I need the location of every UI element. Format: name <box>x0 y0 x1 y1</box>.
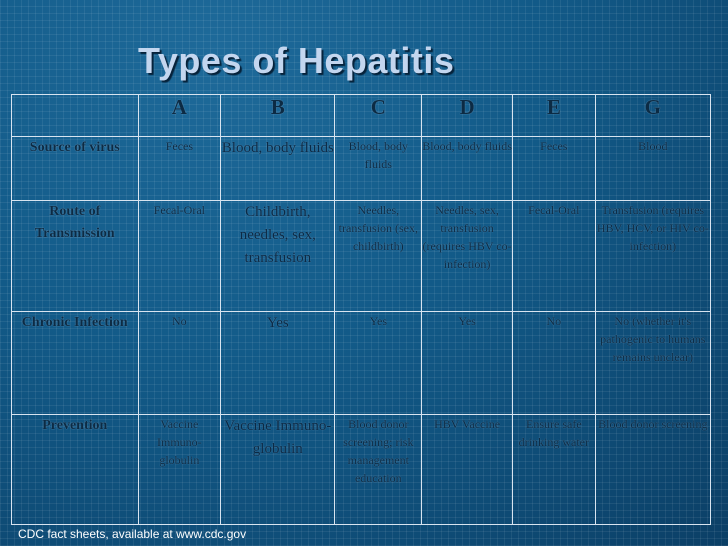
cell-route-g: Transfusion (requires HBV, HCV, or HIV co-infection) <box>595 201 710 312</box>
cell-prevention-b: Vaccine Immuno-globulin <box>221 415 335 525</box>
column-header-a: A <box>138 95 221 137</box>
column-header-e: E <box>513 95 596 137</box>
cell-route-a: Fecal-Oral <box>138 201 221 312</box>
source-footnote: CDC fact sheets, available at www.cdc.gov <box>18 527 247 541</box>
header-row <box>12 95 711 137</box>
row-label-chronic-infection: Chronic Infection <box>12 312 139 415</box>
cell-route-e: Fecal-Oral <box>513 201 596 312</box>
page-title: Types of Hepatitis <box>138 40 455 81</box>
cell-chronic-g: No (whether it's pathogenic to humans remains unclear) <box>595 312 710 415</box>
cell-source-g: Blood <box>595 137 710 201</box>
table-row-source-of-virus <box>12 137 711 201</box>
row-label-route-of-transmission: Route of Transmission <box>12 201 139 312</box>
cell-prevention-c: Blood donor screening; risk management education <box>335 415 422 525</box>
cell-chronic-b: Yes <box>221 312 335 415</box>
cell-route-b: Childbirth, needles, sex, transfusion <box>221 201 335 312</box>
cell-chronic-a: No <box>138 312 221 415</box>
cell-prevention-g: Blood donor screening <box>595 415 710 525</box>
column-header-g: G <box>595 95 710 137</box>
corner-cell <box>12 95 139 137</box>
cell-source-a: Feces <box>138 137 221 201</box>
hepatitis-table <box>11 94 711 525</box>
row-label-prevention: Prevention <box>12 415 139 525</box>
cell-route-c: Needles, transfusion (sex, childbirth) <box>335 201 422 312</box>
table-row-prevention <box>12 415 711 525</box>
cell-source-e: Feces <box>513 137 596 201</box>
table-row-chronic-infection <box>12 312 711 415</box>
cell-route-d: Needles, sex, transfusion (requires HBV co-infection) <box>422 201 513 312</box>
column-header-c: C <box>335 95 422 137</box>
cell-chronic-d: Yes <box>422 312 513 415</box>
column-header-d: D <box>422 95 513 137</box>
cell-chronic-e: No <box>513 312 596 415</box>
cell-source-b: Blood, body fluids <box>221 137 335 201</box>
table-row-route-of-transmission <box>12 201 711 312</box>
cell-prevention-a: Vaccine Immuno-globulin <box>138 415 221 525</box>
cell-source-c: Blood, body fluids <box>335 137 422 201</box>
cell-prevention-d: HBV Vaccine <box>422 415 513 525</box>
cell-chronic-c: Yes <box>335 312 422 415</box>
column-header-b: B <box>221 95 335 137</box>
cell-source-d: Blood, body fluids <box>422 137 513 201</box>
row-label-source-of-virus: Source of virus <box>12 137 139 201</box>
cell-prevention-e: Ensure safe drinking water <box>513 415 596 525</box>
